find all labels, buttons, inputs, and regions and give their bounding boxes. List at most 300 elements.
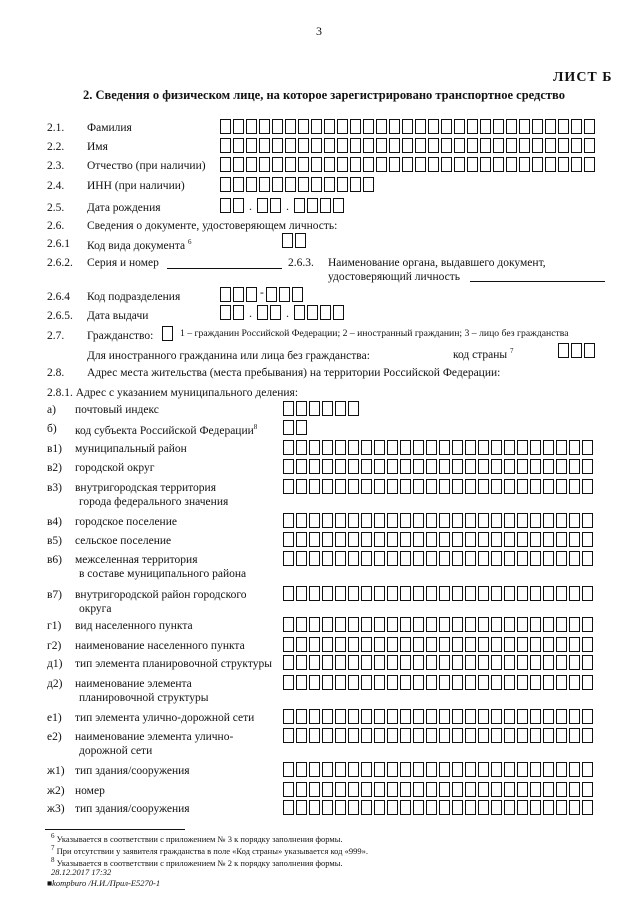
input-cell[interactable] <box>569 532 580 547</box>
input-cell[interactable] <box>491 532 502 547</box>
input-cell[interactable] <box>452 655 463 670</box>
input-cell[interactable] <box>400 513 411 528</box>
input-cell[interactable] <box>582 532 593 547</box>
input-cell[interactable] <box>491 728 502 743</box>
input-cell[interactable] <box>517 709 528 724</box>
input-cell[interactable] <box>322 637 333 652</box>
input-cell[interactable] <box>374 800 385 815</box>
input-cell[interactable] <box>517 459 528 474</box>
input-cell[interactable] <box>259 177 270 192</box>
input-cell[interactable] <box>335 637 346 652</box>
input-cell[interactable] <box>361 800 372 815</box>
input-cell[interactable] <box>543 479 554 494</box>
input-cell[interactable] <box>400 728 411 743</box>
input-cell[interactable] <box>413 728 424 743</box>
input-cell[interactable] <box>309 440 320 455</box>
input-cell[interactable] <box>413 782 424 797</box>
address-cells[interactable] <box>283 800 595 815</box>
input-cell[interactable] <box>439 637 450 652</box>
input-cell[interactable] <box>569 459 580 474</box>
input-cell[interactable] <box>517 551 528 566</box>
input-cell[interactable] <box>296 479 307 494</box>
input-cell[interactable] <box>413 551 424 566</box>
issue-year-cells[interactable] <box>294 305 346 320</box>
input-cell[interactable] <box>491 637 502 652</box>
input-cell[interactable] <box>283 420 294 435</box>
input-cell[interactable] <box>400 532 411 547</box>
input-cell[interactable] <box>296 420 307 435</box>
input-cell[interactable] <box>374 532 385 547</box>
input-cell[interactable] <box>478 551 489 566</box>
input-cell[interactable] <box>530 513 541 528</box>
input-cell[interactable] <box>569 586 580 601</box>
input-cell[interactable] <box>283 728 294 743</box>
input-cell[interactable] <box>569 551 580 566</box>
input-cell[interactable] <box>530 675 541 690</box>
input-cell[interactable] <box>335 586 346 601</box>
input-cell[interactable] <box>361 551 372 566</box>
input-cell[interactable] <box>296 782 307 797</box>
input-cell[interactable] <box>582 728 593 743</box>
input-cell[interactable] <box>374 479 385 494</box>
input-cell[interactable] <box>246 138 257 153</box>
input-cell[interactable] <box>374 586 385 601</box>
input-cell[interactable] <box>452 532 463 547</box>
input-cell[interactable] <box>556 762 567 777</box>
input-cell[interactable] <box>545 138 556 153</box>
input-cell[interactable] <box>454 138 465 153</box>
input-cell[interactable] <box>387 459 398 474</box>
input-cell[interactable] <box>402 119 413 134</box>
input-cell[interactable] <box>413 459 424 474</box>
input-cell[interactable] <box>467 157 478 172</box>
input-cell[interactable] <box>504 800 515 815</box>
input-cell[interactable] <box>532 138 543 153</box>
input-cell[interactable] <box>413 440 424 455</box>
input-cell[interactable] <box>478 459 489 474</box>
input-cell[interactable] <box>506 157 517 172</box>
input-cell[interactable] <box>504 440 515 455</box>
unit-code-cells-1[interactable] <box>220 287 259 302</box>
input-cell[interactable] <box>569 782 580 797</box>
input-cell[interactable] <box>320 305 331 320</box>
input-cell[interactable] <box>279 287 290 302</box>
input-cell[interactable] <box>439 459 450 474</box>
input-cell[interactable] <box>493 138 504 153</box>
input-cell[interactable] <box>322 728 333 743</box>
input-cell[interactable] <box>374 709 385 724</box>
input-cell[interactable] <box>439 532 450 547</box>
input-cell[interactable] <box>584 343 595 358</box>
input-cell[interactable] <box>517 532 528 547</box>
input-cell[interactable] <box>439 513 450 528</box>
input-cell[interactable] <box>478 782 489 797</box>
input-cell[interactable] <box>266 287 277 302</box>
input-cell[interactable] <box>285 138 296 153</box>
input-cell[interactable] <box>491 479 502 494</box>
input-cell[interactable] <box>233 177 244 192</box>
input-cell[interactable] <box>530 440 541 455</box>
input-cell[interactable] <box>322 782 333 797</box>
input-cell[interactable] <box>439 551 450 566</box>
input-cell[interactable] <box>233 157 244 172</box>
input-cell[interactable] <box>439 655 450 670</box>
input-cell[interactable] <box>517 586 528 601</box>
input-cell[interactable] <box>400 762 411 777</box>
input-cell[interactable] <box>389 138 400 153</box>
address-cells[interactable] <box>283 401 361 416</box>
input-cell[interactable] <box>556 513 567 528</box>
input-cell[interactable] <box>452 782 463 797</box>
address-cells[interactable] <box>283 637 595 652</box>
input-cell[interactable] <box>517 479 528 494</box>
input-cell[interactable] <box>569 675 580 690</box>
input-cell[interactable] <box>465 709 476 724</box>
input-cell[interactable] <box>480 138 491 153</box>
input-cell[interactable] <box>413 586 424 601</box>
input-cell[interactable] <box>454 119 465 134</box>
input-cell[interactable] <box>426 728 437 743</box>
input-cell[interactable] <box>282 233 293 248</box>
input-cell[interactable] <box>530 532 541 547</box>
input-cell[interactable] <box>259 119 270 134</box>
input-cell[interactable] <box>296 513 307 528</box>
input-cell[interactable] <box>309 637 320 652</box>
input-cell[interactable] <box>283 459 294 474</box>
input-cell[interactable] <box>361 762 372 777</box>
input-cell[interactable] <box>543 586 554 601</box>
input-cell[interactable] <box>504 782 515 797</box>
input-cell[interactable] <box>582 440 593 455</box>
issuer-line[interactable] <box>470 281 605 282</box>
input-cell[interactable] <box>296 551 307 566</box>
input-cell[interactable] <box>361 513 372 528</box>
input-cell[interactable] <box>465 800 476 815</box>
input-cell[interactable] <box>556 551 567 566</box>
input-cell[interactable] <box>296 401 307 416</box>
input-cell[interactable] <box>333 305 344 320</box>
input-cell[interactable] <box>556 655 567 670</box>
input-cell[interactable] <box>517 782 528 797</box>
input-cell[interactable] <box>530 709 541 724</box>
input-cell[interactable] <box>543 728 554 743</box>
input-cell[interactable] <box>285 177 296 192</box>
input-cell[interactable] <box>556 440 567 455</box>
input-cell[interactable] <box>556 782 567 797</box>
input-cell[interactable] <box>348 728 359 743</box>
input-cell[interactable] <box>283 586 294 601</box>
input-cell[interactable] <box>543 675 554 690</box>
input-cell[interactable] <box>426 675 437 690</box>
address-cells[interactable] <box>283 617 595 632</box>
input-cell[interactable] <box>467 119 478 134</box>
input-cell[interactable] <box>361 782 372 797</box>
input-cell[interactable] <box>296 532 307 547</box>
input-cell[interactable] <box>283 709 294 724</box>
input-cell[interactable] <box>272 119 283 134</box>
input-cell[interactable] <box>582 586 593 601</box>
input-cell[interactable] <box>322 709 333 724</box>
series-line[interactable] <box>167 268 282 269</box>
input-cell[interactable] <box>309 479 320 494</box>
input-cell[interactable] <box>491 675 502 690</box>
input-cell[interactable] <box>426 800 437 815</box>
input-cell[interactable] <box>517 728 528 743</box>
input-cell[interactable] <box>582 617 593 632</box>
input-cell[interactable] <box>571 138 582 153</box>
input-cell[interactable] <box>519 119 530 134</box>
input-cell[interactable] <box>387 728 398 743</box>
input-cell[interactable] <box>465 675 476 690</box>
input-cell[interactable] <box>504 709 515 724</box>
input-cell[interactable] <box>452 800 463 815</box>
input-cell[interactable] <box>324 138 335 153</box>
input-cell[interactable] <box>335 675 346 690</box>
input-cell[interactable] <box>309 782 320 797</box>
input-cell[interactable] <box>530 782 541 797</box>
input-cell[interactable] <box>400 586 411 601</box>
input-cell[interactable] <box>558 138 569 153</box>
input-cell[interactable] <box>324 119 335 134</box>
input-cell[interactable] <box>439 617 450 632</box>
input-cell[interactable] <box>556 728 567 743</box>
input-cell[interactable] <box>491 800 502 815</box>
input-cell[interactable] <box>569 440 580 455</box>
input-cell[interactable] <box>465 637 476 652</box>
address-cells[interactable] <box>283 586 595 601</box>
input-cell[interactable] <box>361 459 372 474</box>
input-cell[interactable] <box>569 800 580 815</box>
input-cell[interactable] <box>259 157 270 172</box>
input-cell[interactable] <box>558 157 569 172</box>
input-cell[interactable] <box>478 637 489 652</box>
input-cell[interactable] <box>220 305 231 320</box>
input-cell[interactable] <box>361 655 372 670</box>
input-cell[interactable] <box>465 782 476 797</box>
address-cells[interactable] <box>283 655 595 670</box>
doc-code-cells[interactable] <box>282 233 308 248</box>
input-cell[interactable] <box>270 305 281 320</box>
input-cell[interactable] <box>322 675 333 690</box>
input-cell[interactable] <box>452 709 463 724</box>
input-cell[interactable] <box>309 551 320 566</box>
input-cell[interactable] <box>270 198 281 213</box>
input-cell[interactable] <box>283 440 294 455</box>
input-cell[interactable] <box>292 287 303 302</box>
input-cell[interactable] <box>582 637 593 652</box>
input-cell[interactable] <box>452 637 463 652</box>
input-cell[interactable] <box>582 551 593 566</box>
input-cell[interactable] <box>428 119 439 134</box>
input-cell[interactable] <box>324 157 335 172</box>
birth-month-cells[interactable] <box>257 198 283 213</box>
input-cell[interactable] <box>374 762 385 777</box>
input-cell[interactable] <box>530 459 541 474</box>
input-cell[interactable] <box>465 551 476 566</box>
input-cell[interactable] <box>296 655 307 670</box>
input-cell[interactable] <box>294 305 305 320</box>
input-cell[interactable] <box>439 709 450 724</box>
input-cell[interactable] <box>517 800 528 815</box>
input-cell[interactable] <box>259 138 270 153</box>
input-cell[interactable] <box>558 343 569 358</box>
input-cell[interactable] <box>413 800 424 815</box>
input-cell[interactable] <box>530 617 541 632</box>
input-cell[interactable] <box>452 586 463 601</box>
input-cell[interactable] <box>283 637 294 652</box>
input-cell[interactable] <box>387 637 398 652</box>
input-cell[interactable] <box>415 119 426 134</box>
input-cell[interactable] <box>322 513 333 528</box>
input-cell[interactable] <box>246 119 257 134</box>
input-cell[interactable] <box>519 157 530 172</box>
input-cell[interactable] <box>311 157 322 172</box>
input-cell[interactable] <box>465 728 476 743</box>
input-cell[interactable] <box>361 617 372 632</box>
input-cell[interactable] <box>374 728 385 743</box>
input-cell[interactable] <box>285 157 296 172</box>
input-cell[interactable] <box>556 532 567 547</box>
input-cell[interactable] <box>504 762 515 777</box>
input-cell[interactable] <box>426 459 437 474</box>
input-cell[interactable] <box>452 459 463 474</box>
input-cell[interactable] <box>465 655 476 670</box>
input-cell[interactable] <box>504 479 515 494</box>
input-cell[interactable] <box>439 440 450 455</box>
input-cell[interactable] <box>478 617 489 632</box>
input-cell[interactable] <box>361 440 372 455</box>
input-cell[interactable] <box>571 119 582 134</box>
input-cell[interactable] <box>322 551 333 566</box>
input-cell[interactable] <box>517 440 528 455</box>
input-cell[interactable] <box>361 675 372 690</box>
input-cell[interactable] <box>413 637 424 652</box>
input-cell[interactable] <box>584 119 595 134</box>
input-cell[interactable] <box>350 157 361 172</box>
input-cell[interactable] <box>387 551 398 566</box>
input-cell[interactable] <box>413 479 424 494</box>
input-cell[interactable] <box>322 401 333 416</box>
input-cell[interactable] <box>465 513 476 528</box>
input-cell[interactable] <box>283 617 294 632</box>
input-cell[interactable] <box>335 655 346 670</box>
input-cell[interactable] <box>428 138 439 153</box>
input-cell[interactable] <box>400 479 411 494</box>
input-cell[interactable] <box>309 655 320 670</box>
input-cell[interactable] <box>439 800 450 815</box>
input-cell[interactable] <box>322 532 333 547</box>
input-cell[interactable] <box>348 617 359 632</box>
input-cell[interactable] <box>493 157 504 172</box>
input-cell[interactable] <box>296 586 307 601</box>
input-cell[interactable] <box>220 287 231 302</box>
input-cell[interactable] <box>348 440 359 455</box>
input-cell[interactable] <box>571 157 582 172</box>
input-cell[interactable] <box>543 800 554 815</box>
input-cell[interactable] <box>467 138 478 153</box>
citizenship-cell[interactable] <box>162 326 175 341</box>
input-cell[interactable] <box>296 709 307 724</box>
input-cell[interactable] <box>571 343 582 358</box>
input-cell[interactable] <box>543 551 554 566</box>
input-cell[interactable] <box>283 513 294 528</box>
input-cell[interactable] <box>220 177 231 192</box>
input-cell[interactable] <box>452 617 463 632</box>
input-cell[interactable] <box>335 617 346 632</box>
input-cell[interactable] <box>350 119 361 134</box>
input-cell[interactable] <box>322 762 333 777</box>
input-cell[interactable] <box>465 440 476 455</box>
inn-cells[interactable] <box>220 177 376 192</box>
input-cell[interactable] <box>491 655 502 670</box>
input-cell[interactable] <box>295 233 306 248</box>
input-cell[interactable] <box>283 800 294 815</box>
input-cell[interactable] <box>296 459 307 474</box>
input-cell[interactable] <box>530 762 541 777</box>
input-cell[interactable] <box>491 762 502 777</box>
input-cell[interactable] <box>333 198 344 213</box>
input-cell[interactable] <box>348 637 359 652</box>
input-cell[interactable] <box>257 305 268 320</box>
input-cell[interactable] <box>307 198 318 213</box>
input-cell[interactable] <box>545 119 556 134</box>
input-cell[interactable] <box>400 551 411 566</box>
input-cell[interactable] <box>363 119 374 134</box>
input-cell[interactable] <box>439 782 450 797</box>
input-cell[interactable] <box>361 532 372 547</box>
input-cell[interactable] <box>220 157 231 172</box>
input-cell[interactable] <box>543 782 554 797</box>
input-cell[interactable] <box>452 440 463 455</box>
input-cell[interactable] <box>322 459 333 474</box>
input-cell[interactable] <box>530 551 541 566</box>
input-cell[interactable] <box>374 513 385 528</box>
input-cell[interactable] <box>504 532 515 547</box>
input-cell[interactable] <box>387 532 398 547</box>
input-cell[interactable] <box>363 138 374 153</box>
input-cell[interactable] <box>162 326 173 341</box>
input-cell[interactable] <box>556 800 567 815</box>
input-cell[interactable] <box>335 762 346 777</box>
unit-code-cells-2[interactable] <box>266 287 305 302</box>
input-cell[interactable] <box>322 479 333 494</box>
input-cell[interactable] <box>348 586 359 601</box>
address-cells[interactable] <box>283 782 595 797</box>
input-cell[interactable] <box>543 440 554 455</box>
input-cell[interactable] <box>426 513 437 528</box>
input-cell[interactable] <box>361 586 372 601</box>
address-cells[interactable] <box>283 762 595 777</box>
address-cells[interactable] <box>283 440 595 455</box>
input-cell[interactable] <box>569 655 580 670</box>
input-cell[interactable] <box>387 586 398 601</box>
input-cell[interactable] <box>413 655 424 670</box>
input-cell[interactable] <box>400 440 411 455</box>
input-cell[interactable] <box>478 675 489 690</box>
address-cells[interactable] <box>283 420 309 435</box>
input-cell[interactable] <box>337 119 348 134</box>
input-cell[interactable] <box>311 119 322 134</box>
input-cell[interactable] <box>556 459 567 474</box>
input-cell[interactable] <box>348 762 359 777</box>
input-cell[interactable] <box>387 709 398 724</box>
input-cell[interactable] <box>504 675 515 690</box>
input-cell[interactable] <box>413 709 424 724</box>
input-cell[interactable] <box>465 532 476 547</box>
input-cell[interactable] <box>465 459 476 474</box>
input-cell[interactable] <box>348 532 359 547</box>
input-cell[interactable] <box>452 675 463 690</box>
